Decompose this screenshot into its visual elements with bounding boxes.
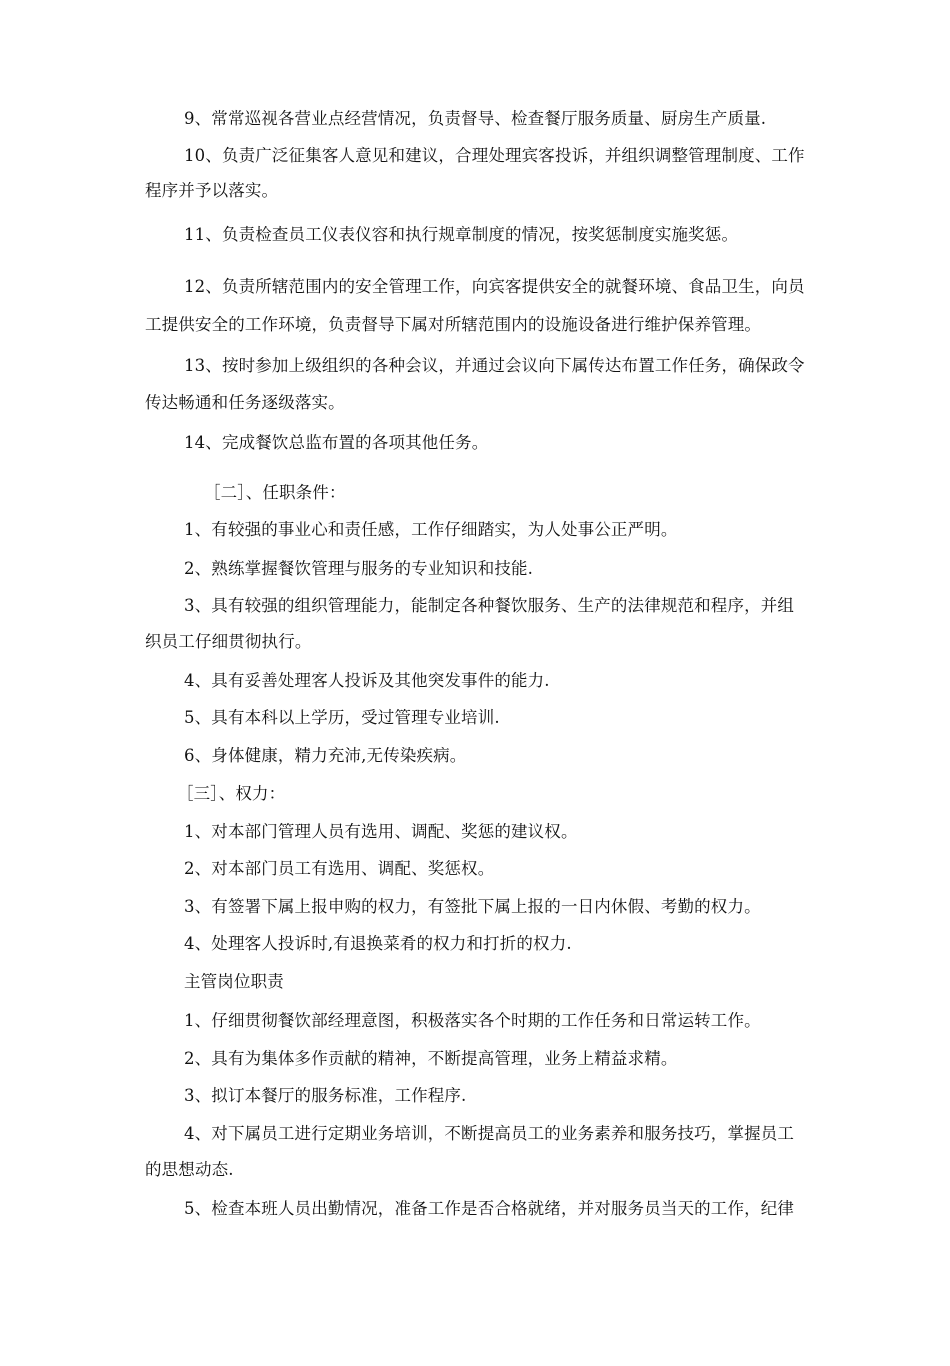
- qualification-item-4: 4、具有妥善处理客人投诉及其他突发事件的能力.: [184, 671, 550, 690]
- section-heading-supervisor-duties: 主管岗位职责: [184, 972, 284, 991]
- duty-item-12: 12、负责所辖范围内的安全管理工作，向宾客提供安全的就餐环境、食品卫生，向员: [184, 277, 805, 296]
- authority-item-4: 4、处理客人投诉时,有退换菜肴的权力和打折的权力.: [184, 934, 572, 953]
- qualification-item-2: 2、熟练掌握餐饮管理与服务的专业知识和技能.: [184, 559, 534, 578]
- duty-item-13-continued: 传达畅通和任务逐级落实。: [145, 393, 345, 412]
- duty-item-10: 10、负责广泛征集客人意见和建议，合理处理宾客投诉，并组织调整管理制度、工作: [184, 146, 805, 165]
- supervisor-item-4-continued: 的思想动态.: [145, 1160, 234, 1179]
- supervisor-item-2: 2、具有为集体多作贡献的精神，不断提高管理，业务上精益求精。: [184, 1049, 678, 1068]
- section-heading-qualifications: ［二］、任职条件：: [204, 483, 346, 502]
- duty-item-14: 14、完成餐饮总监布置的各项其他任务。: [184, 433, 489, 452]
- section-heading-authority: ［三］、权力：: [177, 784, 286, 803]
- qualification-item-5: 5、具有本科以上学历，受过管理专业培训.: [184, 708, 500, 727]
- qualification-item-6: 6、身体健康，精力充沛,无传染疾病。: [184, 746, 467, 765]
- supervisor-item-5: 5、检查本班人员出勤情况，准备工作是否合格就绪，并对服务员当天的工作，纪律: [184, 1199, 795, 1218]
- supervisor-item-1: 1、仔细贯彻餐饮部经理意图，积极落实各个时期的工作任务和日常运转工作。: [184, 1011, 761, 1030]
- duty-item-9: 9、常常巡视各营业点经营情况，负责督导、检查餐厅服务质量、厨房生产质量.: [184, 109, 767, 128]
- duty-item-13: 13、按时参加上级组织的各种会议，并通过会议向下属传达布置工作任务，确保政令: [184, 356, 805, 375]
- duty-item-10-continued: 程序并予以落实。: [145, 181, 279, 200]
- duty-item-12-continued: 工提供安全的工作环境，负责督导下属对所辖范围内的设施设备进行维护保养管理。: [145, 315, 762, 334]
- qualification-item-1: 1、有较强的事业心和责任感，工作仔细踏实，为人处事公正严明。: [184, 520, 678, 539]
- qualification-item-3-continued: 织员工仔细贯彻执行。: [145, 632, 312, 651]
- supervisor-item-3: 3、拟订本餐厅的服务标准，工作程序.: [184, 1086, 467, 1105]
- authority-item-2: 2、对本部门员工有选用、调配、奖惩权。: [184, 859, 495, 878]
- duty-item-11: 11、负责检查员工仪表仪容和执行规章制度的情况，按奖惩制度实施奖惩。: [184, 225, 739, 244]
- qualification-item-3: 3、具有较强的组织管理能力，能制定各种餐饮服务、生产的法律规范和程序，并组: [184, 596, 795, 615]
- authority-item-3: 3、有签署下属上报申购的权力，有签批下属上报的一日内休假、考勤的权力。: [184, 897, 761, 916]
- supervisor-item-4: 4、对下属员工进行定期业务培训，不断提高员工的业务素养和服务技巧，掌握员工: [184, 1124, 795, 1143]
- authority-item-1: 1、对本部门管理人员有选用、调配、奖惩的建议权。: [184, 822, 578, 841]
